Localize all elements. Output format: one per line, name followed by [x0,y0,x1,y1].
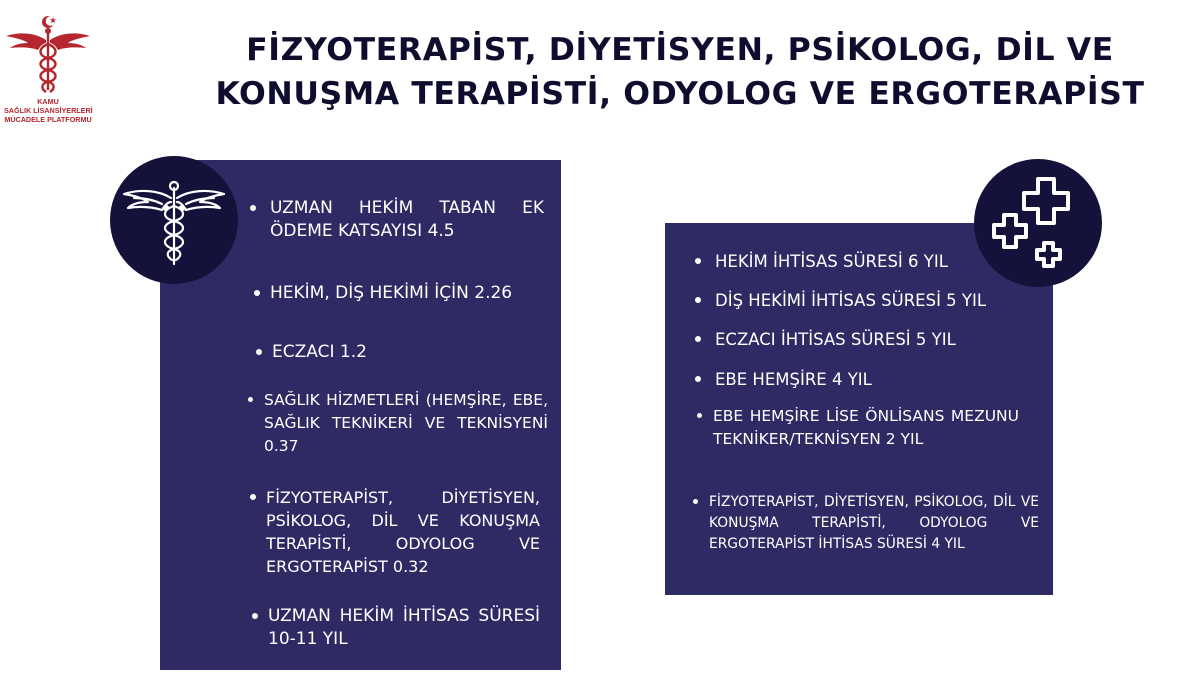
right-list-item: EBE HEMŞİRE 4 YIL [695,368,995,391]
logo-line-3: MÜCADELE PLATFORMU [4,115,92,124]
logo-line-1: KAMU [37,97,59,106]
title-line-2: KONUŞMA TERAPİSTİ, ODYOLOG VE ERGOTERAPİST [215,76,1145,112]
right-list-item: HEKİM İHTİSAS SÜRESİ 6 YIL [695,250,995,273]
logo-line-2: SAĞLIK LİSANSİYERLERİ [4,106,93,115]
left-list-item: UZMAN HEKİM TABAN EK ÖDEME KATSAYISI 4.5 [250,197,544,243]
right-list-item: EBE HEMŞİRE LİSE ÖNLİSANS MEZUNU TEKNİKER/TEKNİSYEN 2 YIL [697,405,1019,451]
caduceus-icon [110,156,238,284]
caduceus-logo-icon [4,10,92,98]
right-list-item: FİZYOTERAPİST, DİYETİSYEN, PSİKOLOG, DİL VE KONUŞMA TERAPİSTİ, ODYOLOG VE ERGOTERAPİST İHTİSAS SÜRESİ 4 YIL [693,492,1039,555]
left-list-item: FİZYOTERAPİST, DİYETİSYEN, PSİKOLOG, DİL VE KONUŞMA TERAPİSTİ, ODYOLOG VE ERGOTERAPİST 0.32 [250,486,540,578]
page-title [180,28,1180,116]
left-list-item: HEKİM, DİŞ HEKİMİ İÇİN 2.26 [254,282,554,305]
left-list-item: SAĞLIK HİZMETLERİ (HEMŞİRE, EBE, SAĞLIK TEKNİKERİ VE TEKNİSYENİ 0.37 [248,389,548,458]
right-list-item: ECZACI İHTİSAS SÜRESİ 5 YIL [695,328,995,351]
left-list-item: UZMAN HEKİM İHTİSAS SÜRESİ 10-11 YIL [252,605,540,651]
platform-logo [4,10,92,132]
right-list-item: DİŞ HEKİMİ İHTİSAS SÜRESİ 5 YIL [695,289,1025,312]
title-line-1: FİZYOTERAPİST, DİYETİSYEN, PSİKOLOG, DİL VE [246,32,1114,68]
left-icon-badge [110,156,238,284]
left-list-item: ECZACI 1.2 [256,341,456,364]
